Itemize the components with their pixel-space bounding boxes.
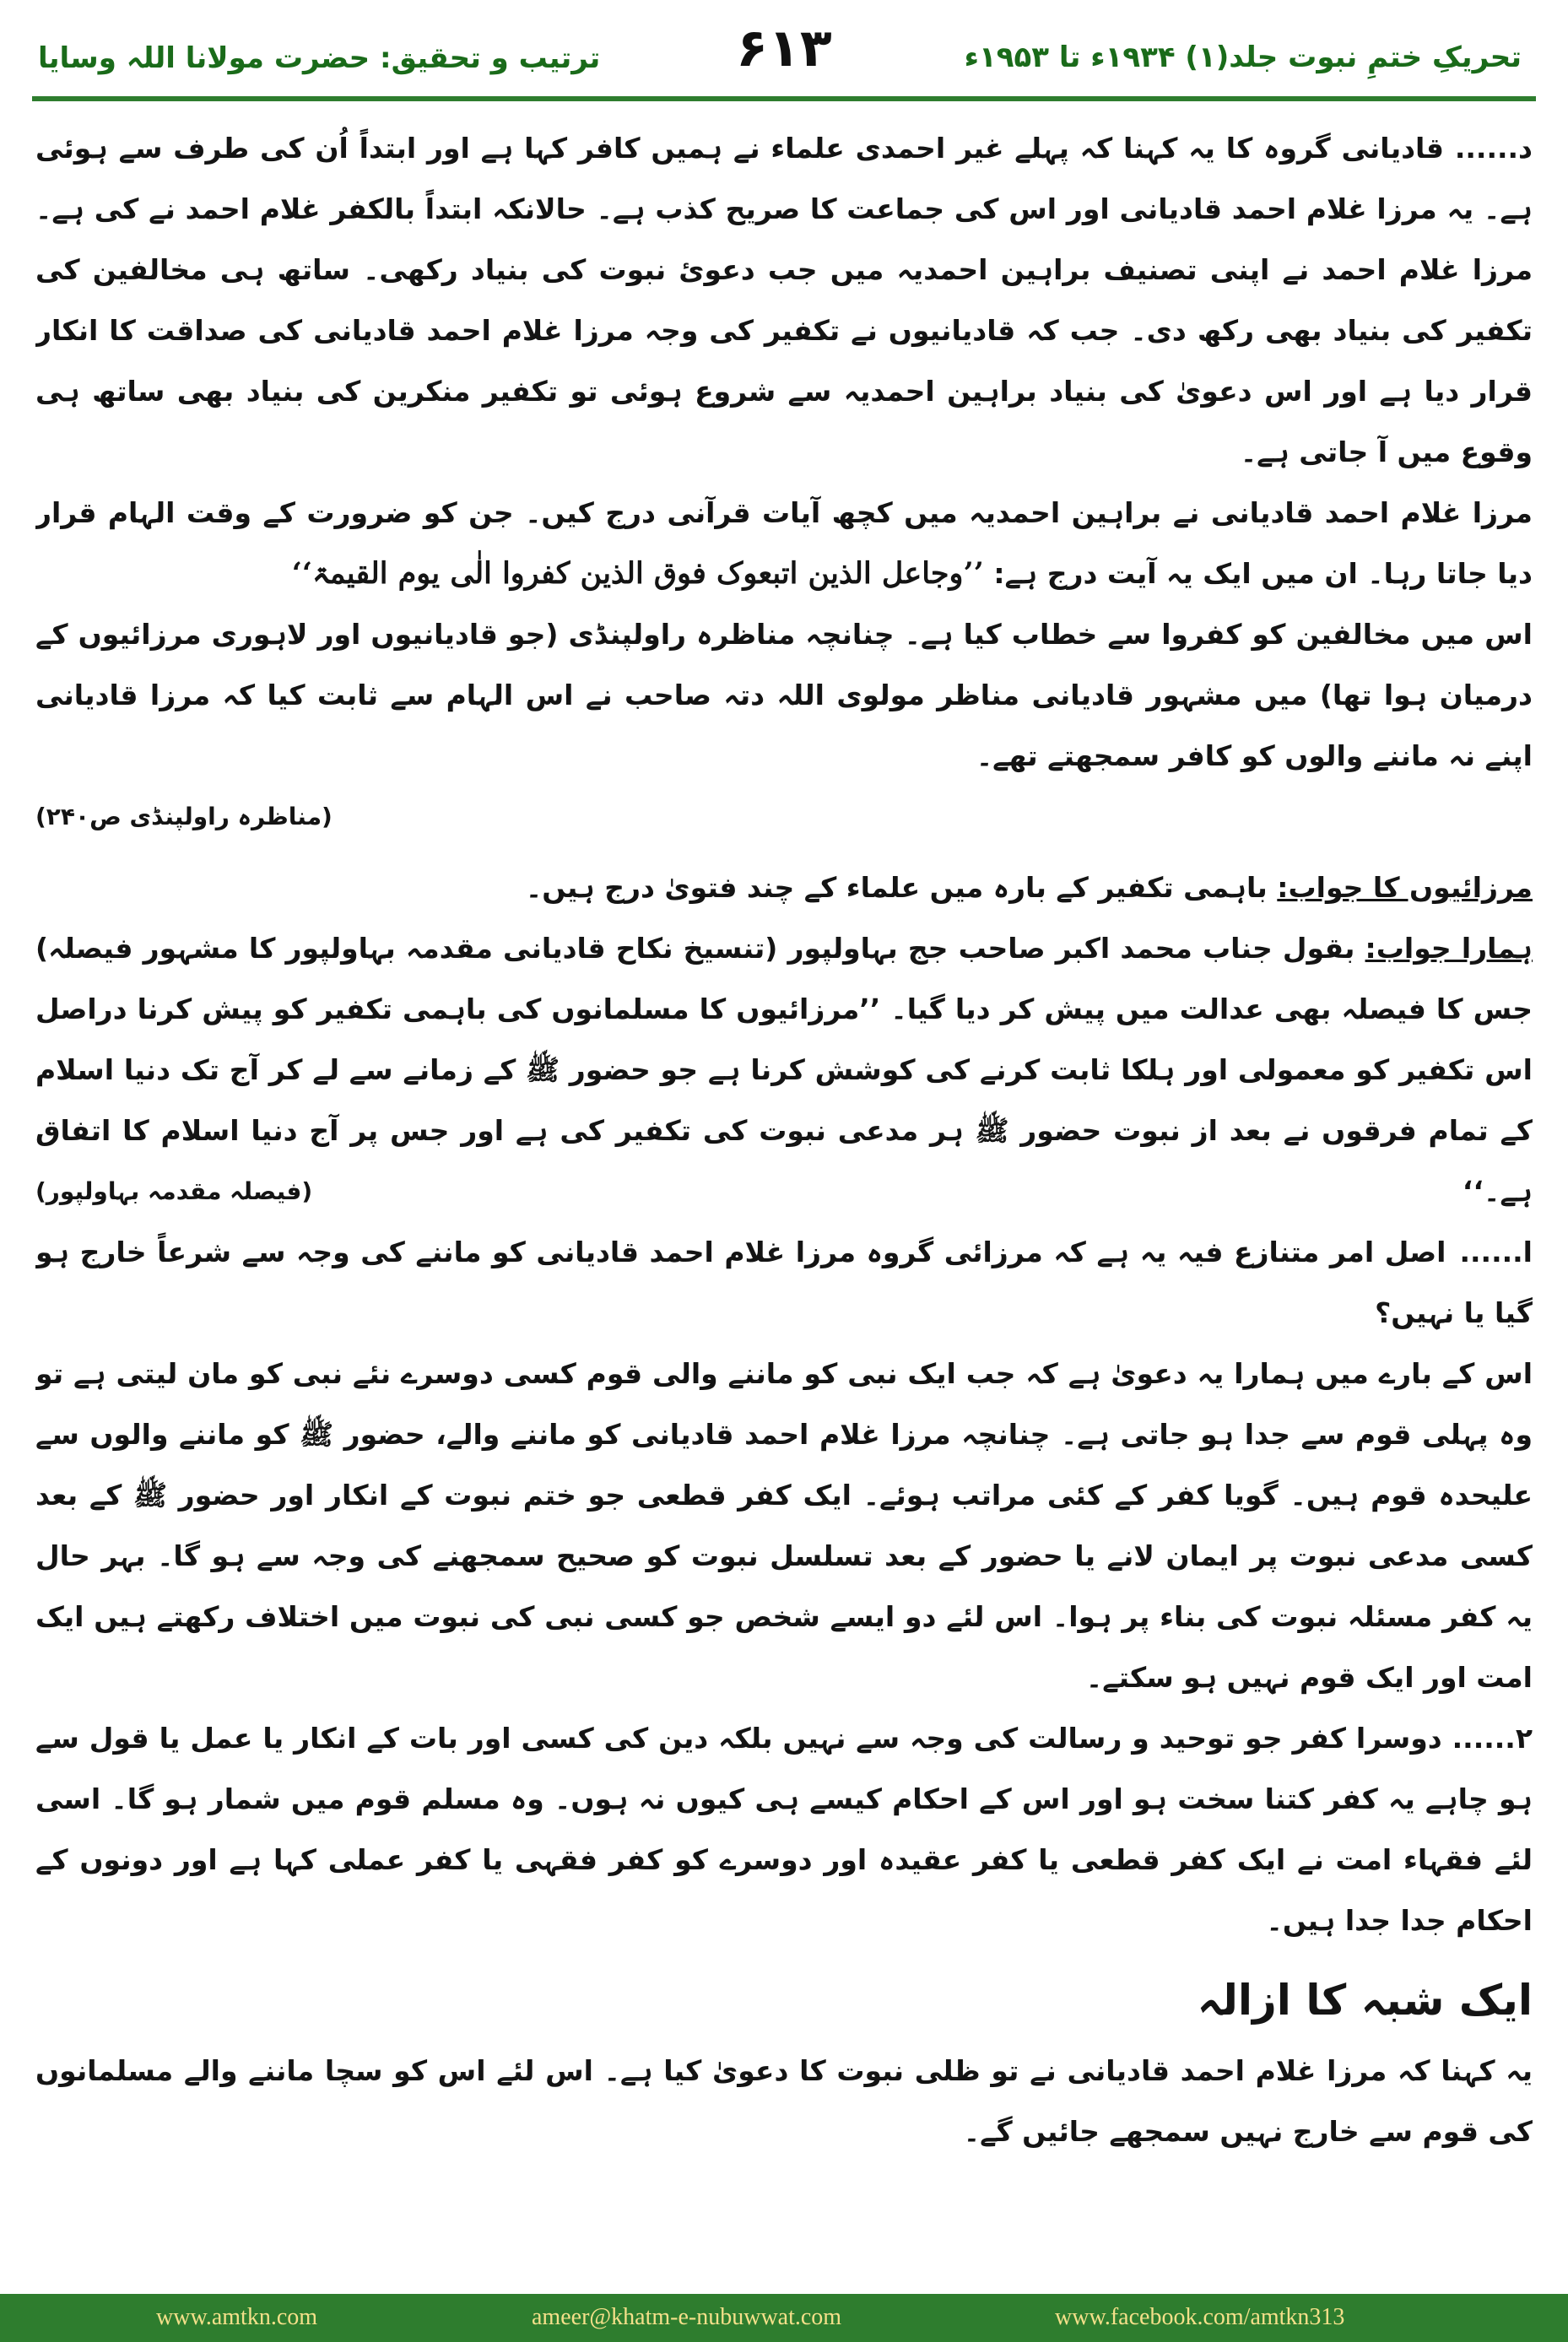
compiler-credit: ترتیب و تحقیق: حضرت مولانا اللہ وسایا (38, 41, 601, 75)
paragraph-5 (35, 918, 1533, 1222)
page-header (0, 0, 1568, 101)
citation-munazara: (مناظرہ راولپنڈی ص۲۴۰) (35, 803, 333, 830)
page-body (35, 118, 1533, 2287)
section-heading: ایک شبہ کا ازالہ (1197, 1976, 1533, 2025)
paragraph-2-text: مرزا غلام احمد قادیانی نے براہین احمدیہ میں کچھ آیات قرآنی درج کیں۔ جن کو ضرورت کے وقت الہام قرار دیا جاتا رہا۔ ان میں ایک یہ آیت درج ہے: (35, 496, 1533, 590)
paragraph-7: اس کے بارے میں ہمارا یہ دعویٰ ہے کہ جب ایک نبی کو ماننے والی قوم کسی دوسرے نئے نبی کو مان لیتی ہے تو وہ پہلی قوم سے جدا ہو جاتی ہے۔ چنانچہ مرزا غلام احمد قادیانی کو ماننے والے، حضور ﷺ کو ماننے والوں سے علیحدہ قوم ہیں۔ گویا کفر کے کئی مراتب ہوئے۔ ایک کفر قطعی جو ختم نبوت کے انکار اور حضور ﷺ کے بعد کسی مدعی نبوت پر ایمان لانے یا حضور کے بعد تسلسل نبوت کو صحیح سمجھنے کی وجہ سے ہو گا۔ بہر حال یہ کفر مسئلہ نبوت کی بناء پر ہوا۔ اس لئے دو ایسے شخص جو کسی نبی کی نبوت میں اختلاف رکھتے ہیں ایک امت اور ایک قوم نہیں ہو سکتے۔ (35, 1357, 1533, 1694)
paragraph-1 (35, 118, 1533, 483)
paragraph-6-label: ا...... (1459, 1236, 1533, 1268)
facebook-link[interactable]: www.facebook.com/amtkn313 (1055, 2304, 1345, 2330)
email-link[interactable]: ameer@khatm-e-nubuwwat.com (532, 2304, 842, 2330)
citation-faisla: (فیصلہ مقدمہ بہاولپور) (35, 1177, 313, 1205)
paragraph-8 (35, 1708, 1533, 1951)
page-number: ۶۱۳ (736, 17, 832, 78)
paragraph-6 (35, 1222, 1533, 1344)
website-link[interactable]: www.amtkn.com (156, 2304, 318, 2330)
header-divider (32, 96, 1536, 101)
paragraph-3: اس میں مخالفین کو کفروا سے خطاب کیا ہے۔ چنانچہ مناظرہ راولپنڈی (جو قادیانیوں اور لاہوری مرزائیوں کے درمیان ہوا تھا) میں مشہور قادیانی مناظر مولوی اللہ دتہ صاحب نے اس الہام سے ثابت کیا کہ مرزا قادیانی اپنے نہ ماننے والوں کو کافر سمجھتے تھے۔ (35, 618, 1533, 772)
page-footer (0, 2294, 1568, 2342)
paragraph-5-label: ہمارا جواب: (1365, 932, 1533, 965)
paragraph-8-label: ۲...... (1452, 1722, 1533, 1755)
paragraph-9: یہ کہنا کہ مرزا غلام احمد قادیانی نے تو ظلی نبوت کا دعویٰ کیا ہے۔ اس لئے اس کو سچا ماننے والے مسلمانوں کی قوم سے خارج نہیں سمجھے جائیں گے۔ (35, 2054, 1533, 2148)
paragraph-6-text: اصل امر متنازع فیہ یہ ہے کہ مرزائی گروہ مرزا غلام احمد قادیانی کو ماننے کی وجہ سے شرعاً خارج ہو گیا یا نہیں؟ (35, 1236, 1533, 1329)
paragraph-1-label: د...... (1454, 132, 1533, 165)
book-title: تحریکِ ختمِ نبوت جلد(۱) ۱۹۳۴ء تا ۱۹۵۳ء (964, 41, 1522, 74)
paragraph-2 (35, 483, 1533, 604)
paragraph-1-text: قادیانی گروہ کا یہ کہنا کہ پہلے غیر احمدی علماء نے ہمیں کافر کہا ہے اور ابتداً اُن کی طرف سے ہوئی ہے۔ یہ مرزا غلام احمد قادیانی اور اس کی جماعت کا صریح کذب ہے۔ حالانکہ ابتداً بالکفر غلام احمد نے کی ہے۔ مرزا غلام احمد نے اپنی تصنیف براہین احمدیہ میں جب دعویٔ نبوت کی بنیاد رکھی۔ ساتھ ہی مخالفین کی تکفیر کی بنیاد بھی رکھ دی۔ جب کہ قادیانیوں نے تکفیر کی وجہ مرزا غلام احمد قادیانی کی صداقت کا انکار قرار دیا ہے اور اس دعویٰ کی بنیاد براہین احمدیہ سے شروع ہوئی تو تکفیر منکرین کی بنیاد بھی ساتھ ہی وقوع میں آ جاتی ہے۔ (35, 132, 1533, 468)
paragraph-4 (35, 857, 1533, 918)
paragraph-5-text: بقول جناب محمد اکبر صاحب جج بہاولپور (تنسیخ نکاح قادیانی مقدمہ بہاولپور کا مشہور فیصلہ) جس کا فیصلہ بھی عدالت میں پیش کر دیا گیا۔ ’’مرزائیوں کا مسلمانوں کی باہمی تکفیر کو پیش کرنا دراصل اس تکفیر کو معمولی اور ہلکا ثابت کرنے کی کوشش کرنا ہے جو حضور ﷺ کے زمانے سے لے کر آج تک دنیا اسلام کے تمام فرقوں نے بعد از نبوت حضور ﷺ ہر مدعی نبوت کی تکفیر کی ہے اور جس پر آج دنیا اسلام کا اتفاق ہے۔‘‘ (35, 932, 1533, 1208)
paragraph-4-label: مرزائیوں کا جواب: (1277, 871, 1533, 904)
quranic-quote: ’’وجاعل الذین اتبعوک فوق الذین کفروا الٰی یوم القیمۃ‘‘ (291, 556, 984, 591)
paragraph-8-text: دوسرا کفر جو توحید و رسالت کی وجہ سے نہیں بلکہ دین کی کسی اور بات کے انکار یا عمل یا قول سے ہو چاہے یہ کفر کتنا سخت ہو اور اس کے احکام کیسے ہی کیوں نہ ہوں۔ وہ مسلم قوم میں شمار ہو گا۔ اسی لئے فقہاء امت نے ایک کفر قطعی یا کفر عقیدہ اور دوسرے کو کفر فقہی یا کفر عملی کہا ہے اور دونوں کے احکام جدا جدا ہیں۔ (35, 1722, 1533, 1937)
paragraph-4-text: باہمی تکفیر کے بارہ میں علماء کے چند فتویٰ درج ہیں۔ (525, 871, 1268, 904)
